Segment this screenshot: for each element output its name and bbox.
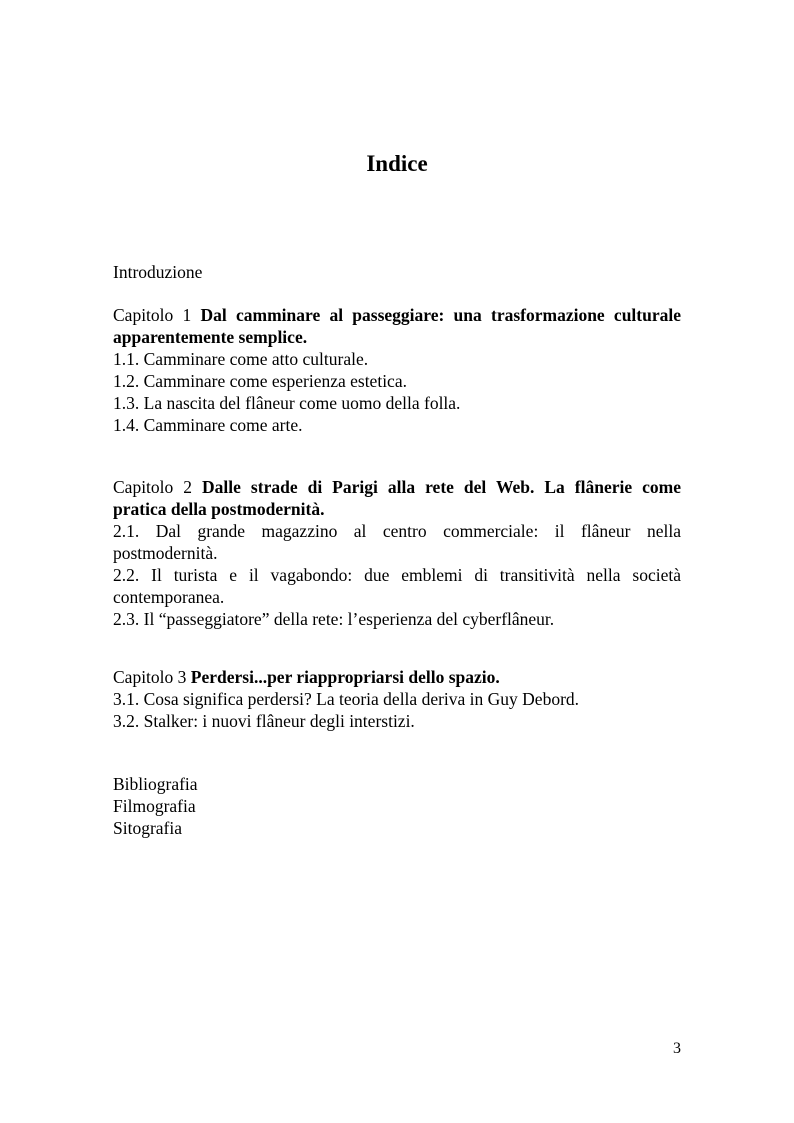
page-number: 3: [673, 1040, 681, 1057]
chapter-1-title-line-2: apparentemente semplice.: [113, 327, 308, 347]
toc-back-matter: [113, 773, 681, 839]
toc-chapter-2: [113, 476, 681, 630]
chapter-2-title-line-1: Dalle strade di Parigi alla rete del Web. La flânerie come: [202, 477, 681, 497]
section-3-2: 3.2. Stalker: i nuovi flâneur degli interstizi.: [113, 711, 415, 731]
toc-entry-introduction: Introduzione: [113, 262, 203, 282]
section-1-1: 1.1. Camminare come atto culturale.: [113, 349, 369, 369]
toc-chapter-1: [113, 304, 681, 436]
chapter-1-heading-line-1: [113, 304, 681, 326]
section-1-2: 1.2. Camminare come esperienza estetica.: [113, 371, 407, 391]
chapter-2-label: Capitolo 2: [113, 477, 193, 497]
section-2-1-line-2: postmodernità.: [113, 543, 218, 563]
toc-entry-sitografia: Sitografia: [113, 818, 183, 838]
section-2-2-line-2: contemporanea.: [113, 587, 225, 607]
toc-chapter-3: [113, 666, 681, 732]
section-2-3: 2.3. Il “passeggiatore” della rete: l’esperienza del cyberflâneur.: [113, 609, 555, 629]
section-3-1: 3.1. Cosa significa perdersi? La teoria della deriva in Guy Debord.: [113, 689, 580, 709]
chapter-1-label: Capitolo 1: [113, 305, 192, 325]
section-1-4: 1.4. Camminare come arte.: [113, 415, 303, 435]
chapter-2-title-line-2: pratica della postmodernità.: [113, 499, 325, 519]
section-2-1-line-1: 2.1. Dal grande magazzino al centro commerciale: il flâneur nella: [113, 521, 681, 541]
page-title: Indice: [366, 151, 428, 176]
toc-entry-bibliografia: Bibliografia: [113, 774, 198, 794]
chapter-3-title: Perdersi...per riappropriarsi dello spazio.: [190, 667, 500, 687]
toc-entry-filmografia: Filmografia: [113, 796, 196, 816]
section-1-3: 1.3. La nascita del flâneur come uomo della folla.: [113, 393, 461, 413]
chapter-3-heading: [113, 666, 681, 688]
toc-introduction: [113, 261, 681, 283]
chapter-2-heading-line-1: [113, 476, 681, 498]
chapter-1-title-line-1: Dal camminare al passeggiare: una trasformazione culturale: [200, 305, 682, 325]
chapter-3-label: Capitolo 3: [113, 667, 187, 687]
section-2-2-line-1: 2.2. Il turista e il vagabondo: due emblemi di transitività nella società: [113, 565, 681, 585]
